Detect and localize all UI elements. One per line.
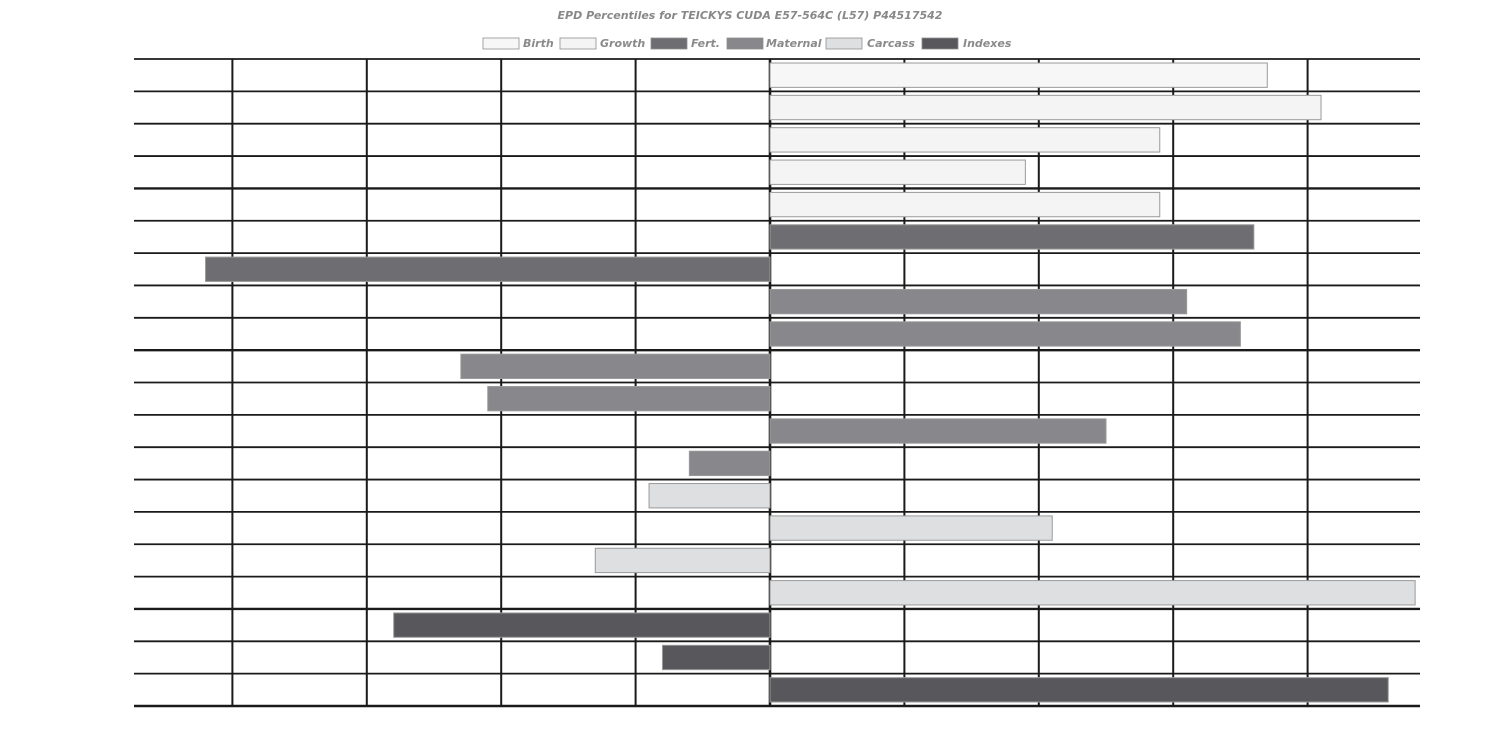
bar-maternal-11 — [488, 387, 770, 411]
bar-growth-3 — [770, 128, 1160, 152]
bar-carcass-15 — [770, 516, 1052, 540]
bar-indexes-18 — [394, 613, 770, 637]
bar-maternal-12 — [770, 419, 1106, 443]
bar-indexes-19 — [662, 645, 770, 669]
bar-maternal-8 — [770, 289, 1187, 313]
bar-fert-6 — [770, 225, 1254, 249]
legend-label-maternal: Maternal — [766, 37, 822, 50]
legend-swatch-birth — [483, 38, 519, 49]
legend-swatch-growth — [560, 38, 596, 49]
chart-title: EPD Percentiles for TEICKYS CUDA E57-564C (L57) P44517542 — [557, 9, 943, 22]
bar-indexes-20 — [770, 678, 1388, 702]
legend — [483, 37, 1012, 50]
legend-swatch-maternal — [727, 38, 763, 49]
bar-growth-4 — [770, 160, 1025, 184]
bar-fert-7 — [206, 257, 770, 281]
bar-growth-2 — [770, 95, 1321, 119]
bar-carcass-14 — [649, 484, 770, 508]
bar-maternal-10 — [461, 354, 770, 378]
bar-maternal-9 — [770, 322, 1240, 346]
bar-maternal-13 — [689, 451, 770, 475]
legend-swatch-carcass — [826, 38, 862, 49]
legend-label-fert: Fert. — [691, 37, 720, 50]
grid — [134, 59, 1420, 706]
bar-carcass-16 — [595, 548, 770, 572]
legend-label-birth: Birth — [523, 37, 554, 50]
bar-carcass-17 — [770, 581, 1415, 605]
legend-label-carcass: Carcass — [867, 37, 915, 50]
bar-birth-1 — [770, 63, 1267, 87]
legend-swatch-indexes — [922, 38, 958, 49]
bar-growth-5 — [770, 192, 1160, 216]
legend-label-growth: Growth — [600, 37, 646, 50]
legend-swatch-fert — [651, 38, 687, 49]
legend-label-indexes: Indexes — [963, 37, 1012, 50]
